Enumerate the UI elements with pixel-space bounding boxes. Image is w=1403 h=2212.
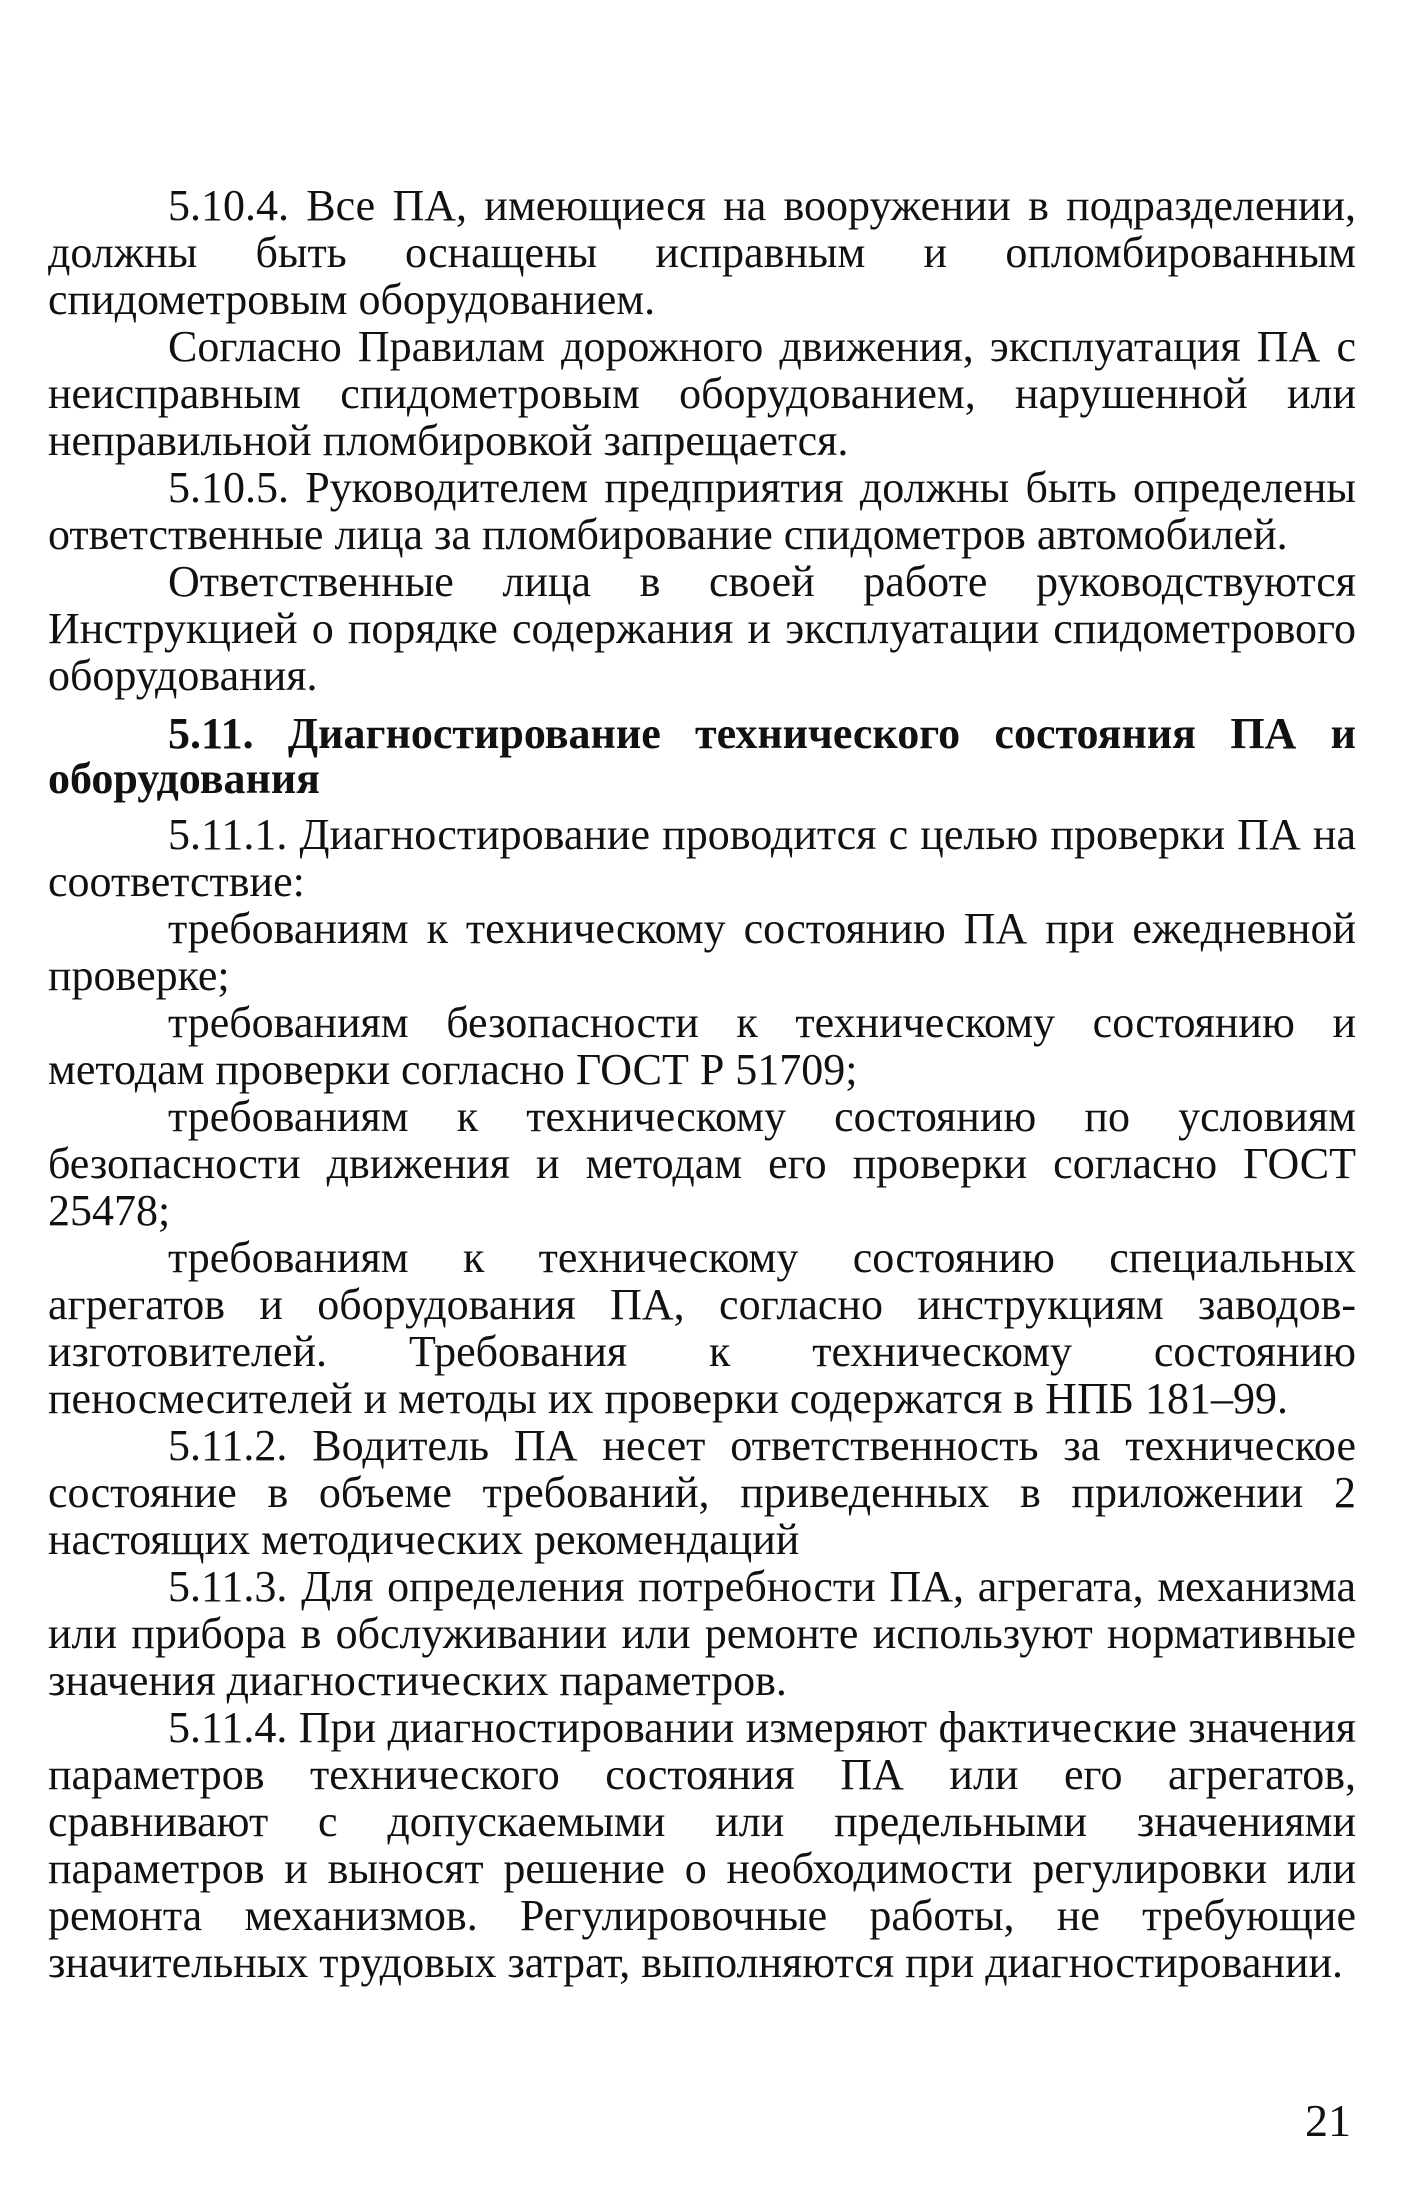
list-item-daily-check: требованиям к техническому состоянию ПА при ежедневной проверке; (48, 904, 1356, 1000)
section-heading-5-11: 5.11. Диагностирование технического состояния ПА и оборудования (48, 709, 1356, 803)
paragraph-5-11-3: 5.11.3. Для определения потребности ПА, агрегата, механизма или прибора в обслуживании или ремонте используют нормативные значения диагностических параметров. (48, 1562, 1356, 1705)
paragraph-traffic-rules: Согласно Правилам дорожного движения, эксплуатация ПА с неисправным спидометровым оборудованием, нарушенной или неправильной пломбировкой запрещается. (48, 322, 1356, 465)
list-item-gost-25478: требованиям к техническому состоянию по условиям безопасности движения и методам его проверки согласно ГОСТ 25478; (48, 1092, 1356, 1235)
list-item-gost-r-51709: требованиям безопасности к техническому состоянию и методам проверки согласно ГОСТ Р 51709; (48, 998, 1356, 1094)
document-page (48, 182, 1356, 1986)
page-number: 21 (1305, 2095, 1351, 2146)
list-item-special-units: требованиям к техническому состоянию специальных агрегатов и оборудования ПА, согласно инструкциям заводов-изготовителей. Требования к техническому состоянию пеносмесителей и методы их проверки содержатся в НПБ 181–99. (48, 1233, 1356, 1423)
paragraph-5-11-1: 5.11.1. Диагностирование проводится с целью проверки ПА на соответствие: (48, 810, 1356, 906)
paragraph-5-10-4: 5.10.4. Все ПА, имеющиеся на вооружении в подразделении, должны быть оснащены исправным и опломбированным спидометровым оборудованием. (48, 181, 1356, 324)
paragraph-responsible-persons: Ответственные лица в своей работе руководствуются Инструкцией о порядке содержания и эксплуатации спидометрового оборудования. (48, 557, 1356, 700)
paragraph-5-10-5: 5.10.5. Руководителем предприятия должны быть определены ответственные лица за пломбирование спидометров автомобилей. (48, 463, 1356, 559)
paragraph-5-11-2: 5.11.2. Водитель ПА несет ответственность за техническое состояние в объеме требований, приведенных в приложении 2 настоящих методических рекомендаций (48, 1421, 1356, 1564)
paragraph-5-11-4: 5.11.4. При диагностировании измеряют фактические значения параметров технического состояния ПА или его агрегатов, сравнивают с допускаемыми или предельными значениями параметров и выносят решение о необходимости регулировки или ремонта механизмов. Регулировочные работы, не требующие значительных трудовых затрат, выполняются при диагностировании. (48, 1703, 1356, 1987)
